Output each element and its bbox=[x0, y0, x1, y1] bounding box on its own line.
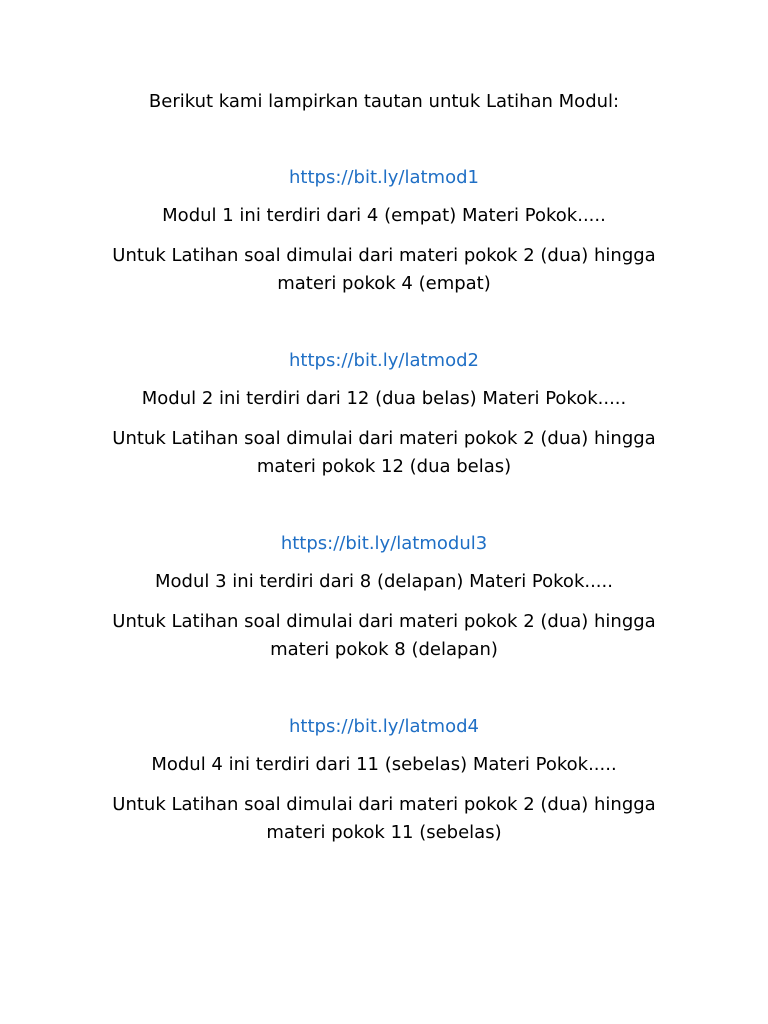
module-practice-3: Untuk Latihan soal dimulai dari materi pokok 2 (dua) hingga materi pokok 8 (delapan) bbox=[112, 611, 656, 660]
module-description-2: Modul 2 ini terdiri dari 12 (dua belas) Materi Pokok..... bbox=[141, 388, 627, 409]
module-block-2 bbox=[0, 347, 768, 481]
module-description-1: Modul 1 ini terdiri dari 4 (empat) Materi Pokok..... bbox=[162, 205, 606, 226]
module-description-3: Modul 3 ini terdiri dari 8 (delapan) Materi Pokok..... bbox=[155, 571, 613, 592]
module-link-1[interactable]: https://bit.ly/latmod1 bbox=[289, 167, 479, 188]
module-block-1 bbox=[0, 164, 768, 298]
module-link-2[interactable]: https://bit.ly/latmod2 bbox=[289, 350, 479, 371]
module-practice-4: Untuk Latihan soal dimulai dari materi pokok 2 (dua) hingga materi pokok 11 (sebelas) bbox=[112, 794, 656, 843]
module-practice-1: Untuk Latihan soal dimulai dari materi pokok 2 (dua) hingga materi pokok 4 (empat) bbox=[112, 245, 656, 294]
module-block-4 bbox=[0, 713, 768, 847]
module-block-3 bbox=[0, 530, 768, 664]
module-link-3[interactable]: https://bit.ly/latmodul3 bbox=[280, 533, 488, 554]
module-link-4[interactable]: https://bit.ly/latmod4 bbox=[289, 716, 479, 737]
intro-text: Berikut kami lampirkan tautan untuk Latihan Modul: bbox=[148, 91, 620, 112]
module-practice-2: Untuk Latihan soal dimulai dari materi pokok 2 (dua) hingga materi pokok 12 (dua belas) bbox=[112, 428, 656, 477]
module-description-4: Modul 4 ini terdiri dari 11 (sebelas) Materi Pokok..... bbox=[151, 754, 617, 775]
